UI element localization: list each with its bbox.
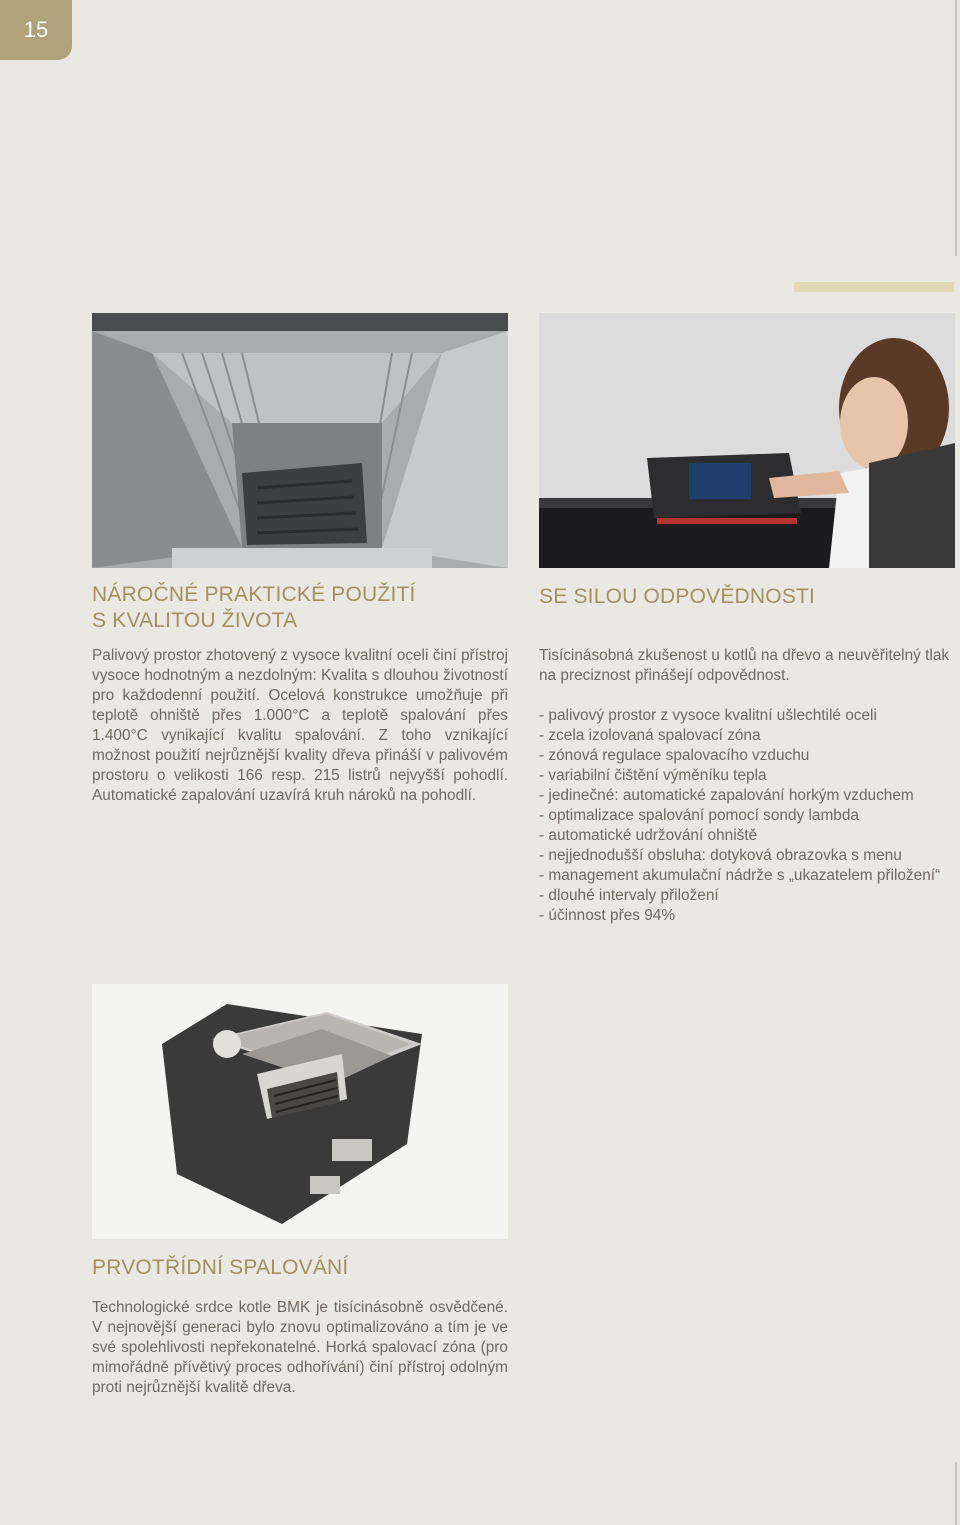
fuel-chamber-photo [92, 313, 508, 568]
heading-responsibility: SE SILOU ODPOVĚDNOSTI [539, 585, 816, 608]
body-responsibility-intro: Tisícinásobná zkušenost u kotlů na dřevo a neuvěřitelný tlak na preciznost přinášejí odpovědnost. [539, 647, 950, 684]
feature-item: - zónová regulace spalovacího vzduchu [539, 746, 949, 766]
feature-item: - jedinečné: automatické zapalování horkým vzduchem [539, 786, 949, 806]
right-edge-line-top [955, 0, 957, 256]
feature-item: - variabilní čištění výměníku tepla [539, 766, 949, 786]
feature-item: - dlouhé intervaly přiložení [539, 886, 949, 906]
feature-item: - optimalizace spalování pomocí sondy lambda [539, 806, 949, 826]
right-edge-line-bottom [955, 1462, 957, 1525]
body-first-class-combustion: Technologické srdce kotle BMK je tisícinásobně osvědčené. V nejnovější generaci bylo znovu optimalizováno a tím je ve své spolehlivosti nepřekonatelné. Horká spalovací zóna (pro mimořádně přívětivý proces odhořívání) činí přístroj odolným proti nejrůznější kvalitě dřeva. [92, 1299, 508, 1396]
page-number-tab [0, 0, 72, 60]
heading-first-class-combustion: PRVOTŘÍDNÍ SPALOVÁNÍ [92, 1256, 349, 1279]
heading-demanding-use [92, 582, 508, 634]
body-demanding-use: Palivový prostor zhotovený z vysoce kvalitní oceli činí přístroj vysoce hodnotným a nezdolným: Kvalita s dlouhou životností pro každodenní použití. Ocelová konstrukce umožňuje při teplotě ohniště přes 1.000°C a teplotě spalování přes 1.400°C vynikající kvalitu spalování. Z toho vznikající možnost použití nejrůznější kvality dřeva přináší v palivovém prostoru o velikosti 166 resp. 215 listrů nejvyšší pohodlí. Automatické zapalování uzavírá kruh nároků na pohodlí. [92, 647, 508, 804]
heading-demanding-use-line2: S KVALITOU ŽIVOTA [92, 609, 298, 632]
feature-item: - účinnost přes 94% [539, 906, 949, 926]
feature-item: - nejjednodušší obsluha: dotyková obrazovka s menu [539, 846, 949, 866]
heading-demanding-use-line1: NÁROČNÉ PRAKTICKÉ POUŽITÍ [92, 583, 416, 606]
combustion-chamber-photo [92, 984, 508, 1239]
feature-item: - automatické udržování ohniště [539, 826, 949, 846]
feature-item: - management akumulační nádrže s „ukazatelem přiložení“ [539, 866, 949, 886]
feature-list [539, 706, 949, 926]
feature-item: - palivový prostor z vysoce kvalitní ušlechtilé oceli [539, 706, 949, 726]
feature-item: - zcela izolovaná spalovací zóna [539, 726, 949, 746]
accent-bar [794, 282, 954, 292]
touchscreen-photo [539, 313, 955, 568]
page-number: 15 [23, 17, 49, 42]
